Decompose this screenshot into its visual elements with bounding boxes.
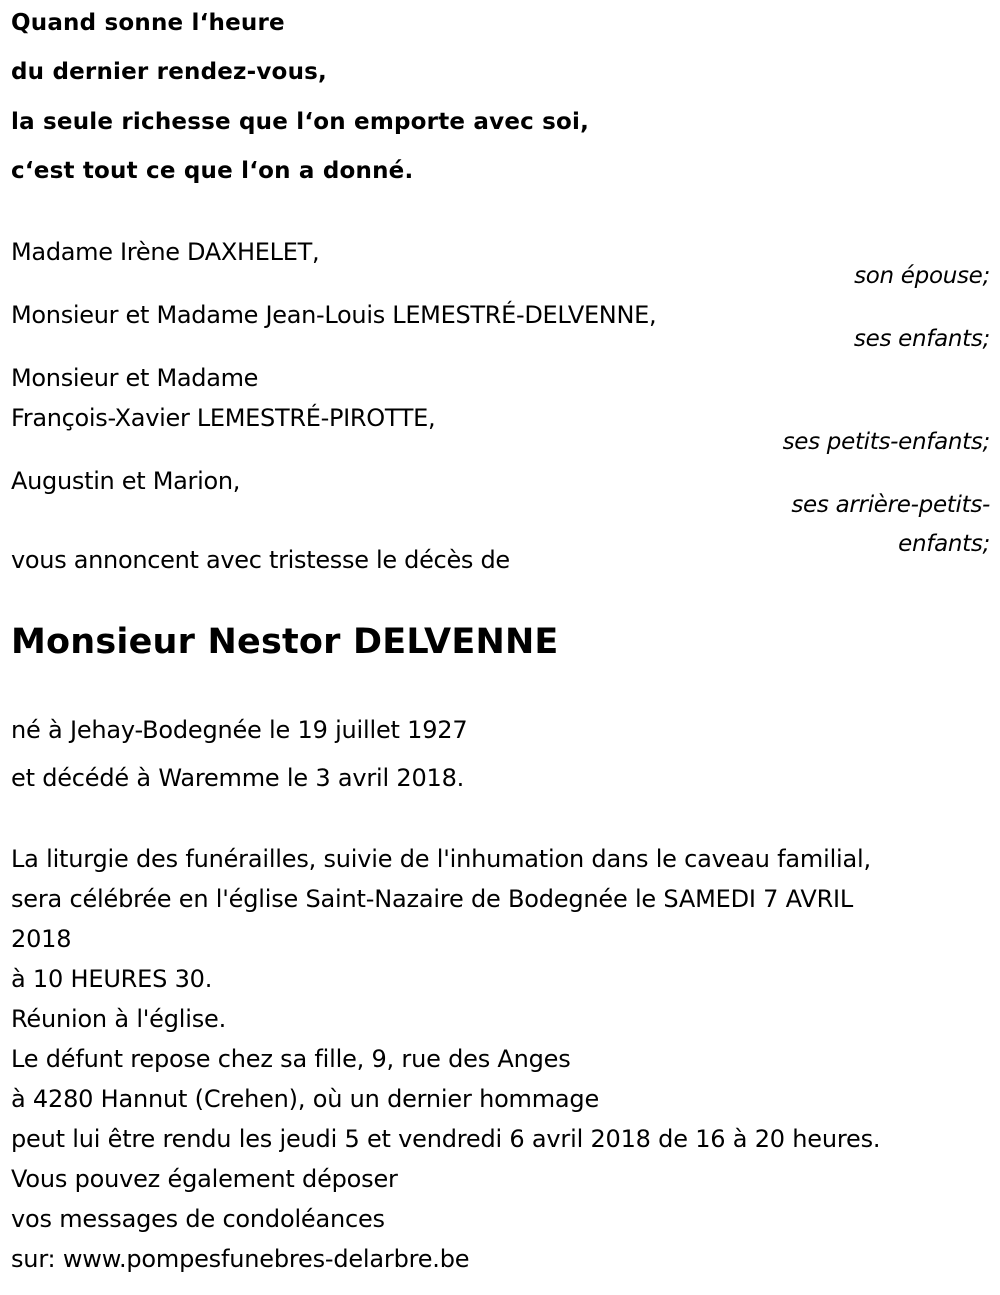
ceremony-line: vos messages de condoléances: [11, 1205, 385, 1233]
ceremony-line: à 4280 Hannut (Crehen), où un dernier hommage: [11, 1085, 600, 1113]
ceremony-line: Vous pouvez également déposer: [11, 1165, 398, 1193]
ceremony-line: peut lui être rendu les jeudi 5 et vendredi 6 avril 2018 de 16 à 20 heures.: [11, 1125, 881, 1153]
poem-line: du dernier rendez-vous,: [11, 59, 327, 85]
poem-line: c‘est tout ce que l‘on a donné.: [11, 158, 414, 184]
birth-info: né à Jehay-Bodegnée le 19 juillet 1927: [11, 716, 468, 744]
family-name-grandchildren-line2: François-Xavier LEMESTRÉ-PIROTTE,: [11, 404, 436, 432]
ceremony-line: sera célébrée en l'église Saint-Nazaire de Bodegnée le SAMEDI 7 AVRIL: [11, 885, 854, 913]
condolences-website-line: sur: www.pompesfunebres-delarbre.be: [11, 1245, 470, 1273]
announcement-text: vous annoncent avec tristesse le décès de: [11, 546, 510, 574]
family-name-children: Monsieur et Madame Jean-Louis LEMESTRÉ-DELVENNE,: [11, 301, 657, 329]
death-info: et décédé à Waremme le 3 avril 2018.: [11, 764, 465, 792]
family-relation-children: ses enfants;: [853, 326, 990, 352]
family-name-spouse: Madame Irène DAXHELET,: [11, 238, 320, 266]
family-relation-great-grandchildren-line1: ses arrière-petits-: [791, 492, 990, 518]
family-name-grandchildren-line1: Monsieur et Madame: [11, 364, 259, 392]
ceremony-line: à 10 HEURES 30.: [11, 965, 213, 993]
family-name-great-grandchildren: Augustin et Marion,: [11, 467, 241, 495]
family-relation-great-grandchildren-line2: enfants;: [898, 531, 990, 557]
family-relation-spouse: son épouse;: [854, 263, 990, 289]
ceremony-line: Le défunt repose chez sa fille, 9, rue des Anges: [11, 1045, 571, 1073]
ceremony-line: 2018: [11, 925, 72, 953]
ceremony-line: La liturgie des funérailles, suivie de l'inhumation dans le caveau familial,: [11, 845, 871, 873]
family-relation-grandchildren: ses petits-enfants;: [782, 429, 990, 455]
deceased-name: Monsieur Nestor DELVENNE: [11, 622, 559, 662]
poem-line: Quand sonne l‘heure: [11, 10, 285, 36]
poem-line: la seule richesse que l‘on emporte avec soi,: [11, 109, 590, 135]
ceremony-line: Réunion à l'église.: [11, 1005, 227, 1033]
